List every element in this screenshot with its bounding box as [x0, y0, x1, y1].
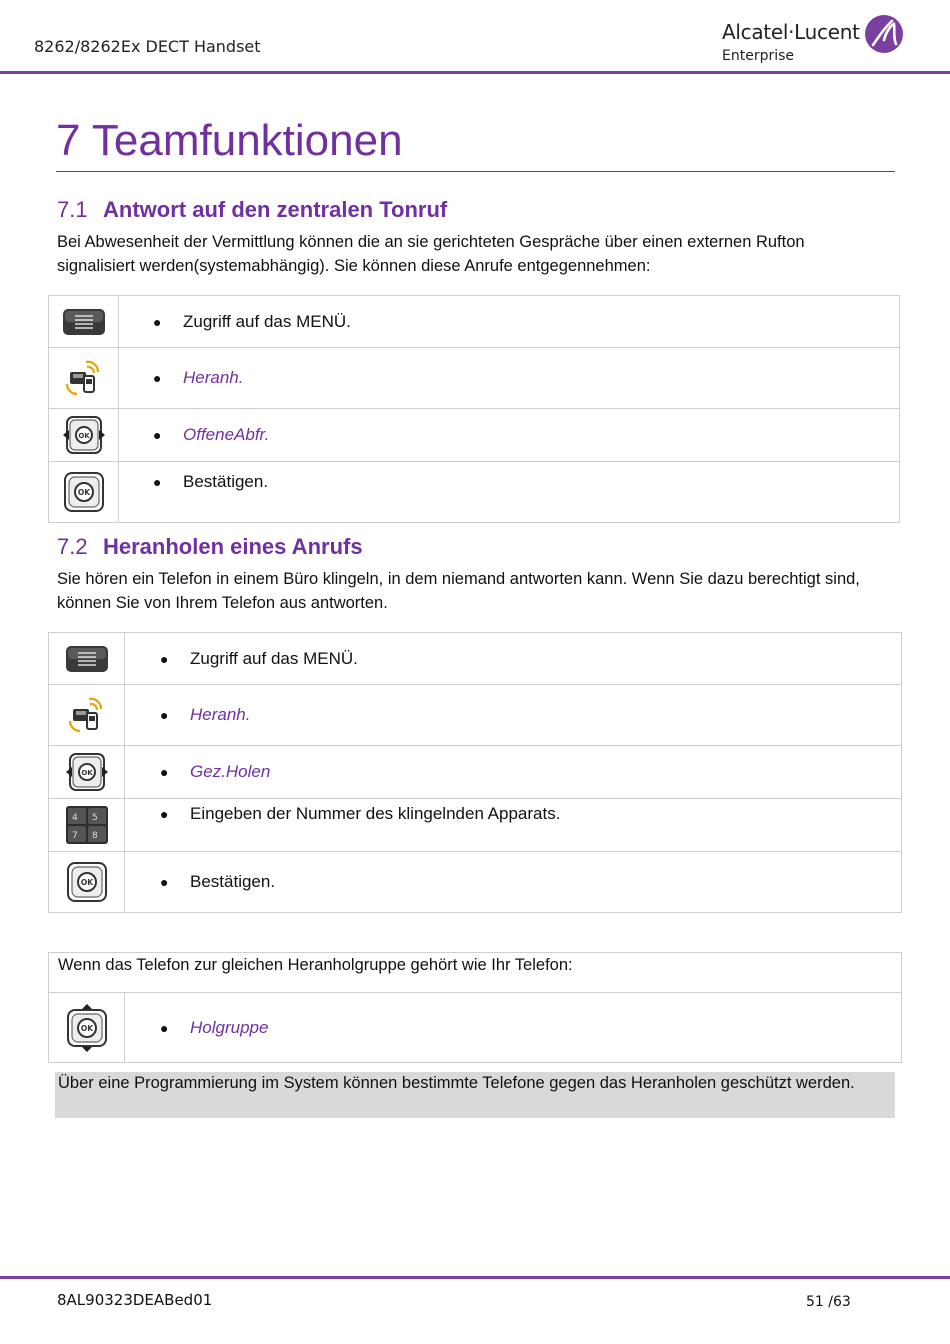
step-text-cell: [119, 409, 900, 462]
step-text: Bestätigen.: [183, 472, 269, 491]
step-text: Heranh.: [190, 705, 251, 724]
table-row: [49, 799, 902, 852]
navigator-left-right-icon: [63, 416, 105, 454]
bullet: ●: [153, 427, 162, 443]
svg-text:OK: OK: [80, 878, 93, 887]
step-text-cell: [119, 462, 900, 523]
logo-brand: Alcatel·Lucent: [722, 20, 860, 44]
section-title: Antwort auf den zentralen Tonruf: [103, 197, 448, 222]
step-text: Zugriff auf das MENÜ.: [183, 311, 351, 331]
keypad-icon: [65, 805, 109, 845]
icon-cell: [49, 685, 125, 746]
table-row: [49, 746, 902, 799]
section-heading-7-2: [57, 534, 363, 560]
bullet: ●: [160, 806, 169, 822]
icon-cell: [49, 993, 125, 1063]
section-number: 7.1: [57, 197, 88, 222]
bullet: ●: [153, 313, 162, 330]
logo-mark-icon: [864, 14, 904, 54]
step-text: Holgruppe: [190, 1017, 269, 1037]
step-text: Gez.Holen: [190, 762, 271, 781]
icon-cell: [49, 799, 125, 852]
step-text-cell: [125, 799, 902, 852]
section-number: 7.2: [57, 534, 88, 559]
ok-key-icon: [66, 861, 108, 903]
table-row: [49, 993, 902, 1063]
table-row: [49, 462, 900, 523]
step-text-cell: [119, 296, 900, 348]
pickup-phone-icon: [64, 358, 104, 398]
keypad-digit: 4: [71, 813, 78, 823]
table-row: [49, 348, 900, 409]
icon-cell: [49, 746, 125, 799]
header-rule: [0, 71, 950, 74]
chapter-title: 7 Teamfunktionen: [56, 116, 403, 165]
icon-cell: [49, 633, 125, 685]
icon-cell: [49, 348, 119, 409]
step-text: Eingeben der Nummer des klingelnden Apparats.: [190, 804, 561, 823]
table-row: [49, 633, 902, 685]
keypad-digit: 8: [91, 831, 98, 841]
icon-cell: [49, 296, 119, 348]
step-text: Heranh.: [183, 368, 244, 387]
svg-text:OK: OK: [80, 769, 93, 777]
step-text-cell: [125, 746, 902, 799]
company-logo: [720, 16, 910, 66]
icon-cell: [49, 462, 119, 523]
step-text-cell: [125, 993, 902, 1063]
step-text-cell: [119, 348, 900, 409]
svg-text:OK: OK: [77, 432, 90, 440]
table-row: [49, 685, 902, 746]
menu-key-icon: [62, 308, 106, 336]
step-text: OffeneAbfr.: [183, 425, 270, 444]
bullet: ●: [160, 874, 169, 890]
pickup-group-table: [48, 952, 902, 1063]
protection-note: Über eine Programmierung im System können bestimmte Telefone gegen das Heranholen geschützt werden.: [55, 1072, 895, 1118]
bullet: ●: [153, 370, 162, 386]
section-intro: Bei Abwesenheit der Vermittlung können die an sie gerichteten Gespräche über einen externen Rufton signalisiert werden(systemabhängig). Sie können diese Anrufe entgegennehmen:: [57, 233, 805, 275]
bullet: ●: [160, 1019, 169, 1036]
step-text-cell: [125, 852, 902, 913]
icon-cell: [49, 852, 125, 913]
table-row: [49, 852, 902, 913]
svg-text:OK: OK: [80, 1023, 93, 1033]
bullet: ●: [160, 707, 169, 723]
table-row: [49, 409, 900, 462]
table-row: [49, 953, 902, 993]
keypad-digit: 5: [91, 813, 98, 823]
navigator-up-down-icon: [65, 1004, 109, 1052]
keypad-digit: 7: [71, 831, 78, 841]
footer-rule: [0, 1276, 950, 1279]
bullet: ●: [160, 650, 169, 667]
chapter-rule: [56, 171, 895, 172]
note-heading: Wenn das Telefon zur gleichen Heranholgruppe gehört wie Ihr Telefon:: [49, 953, 902, 993]
document-reference: 8AL90323DEABed01: [57, 1291, 213, 1309]
steps-table-7-2: [48, 632, 902, 913]
table-row: [49, 296, 900, 348]
ok-key-icon: [63, 471, 105, 513]
document-title: 8262/8262Ex DECT Handset: [34, 37, 261, 56]
logo-subtitle: Enterprise: [722, 48, 795, 64]
page-number: 51 /63: [806, 1294, 851, 1310]
section-intro: Sie hören ein Telefon in einem Büro klingeln, in dem niemand antworten kann. Wenn Sie dazu berechtigt sind, können Sie von Ihrem Telefon aus antworten.: [57, 570, 860, 612]
svg-text:OK: OK: [77, 488, 90, 497]
step-text-cell: [125, 633, 902, 685]
icon-cell: [49, 409, 119, 462]
step-text: Bestätigen.: [190, 872, 276, 891]
navigator-left-right-icon: [66, 753, 108, 791]
menu-key-icon: [65, 645, 109, 673]
steps-table-7-1: [48, 295, 900, 523]
section-heading-7-1: [57, 197, 447, 223]
section-title: Heranholen eines Anrufs: [103, 534, 363, 559]
pickup-phone-icon: [67, 695, 107, 735]
bullet: ●: [160, 764, 169, 780]
step-text: Zugriff auf das MENÜ.: [190, 648, 358, 668]
bullet: ●: [153, 474, 162, 490]
step-text-cell: [125, 685, 902, 746]
